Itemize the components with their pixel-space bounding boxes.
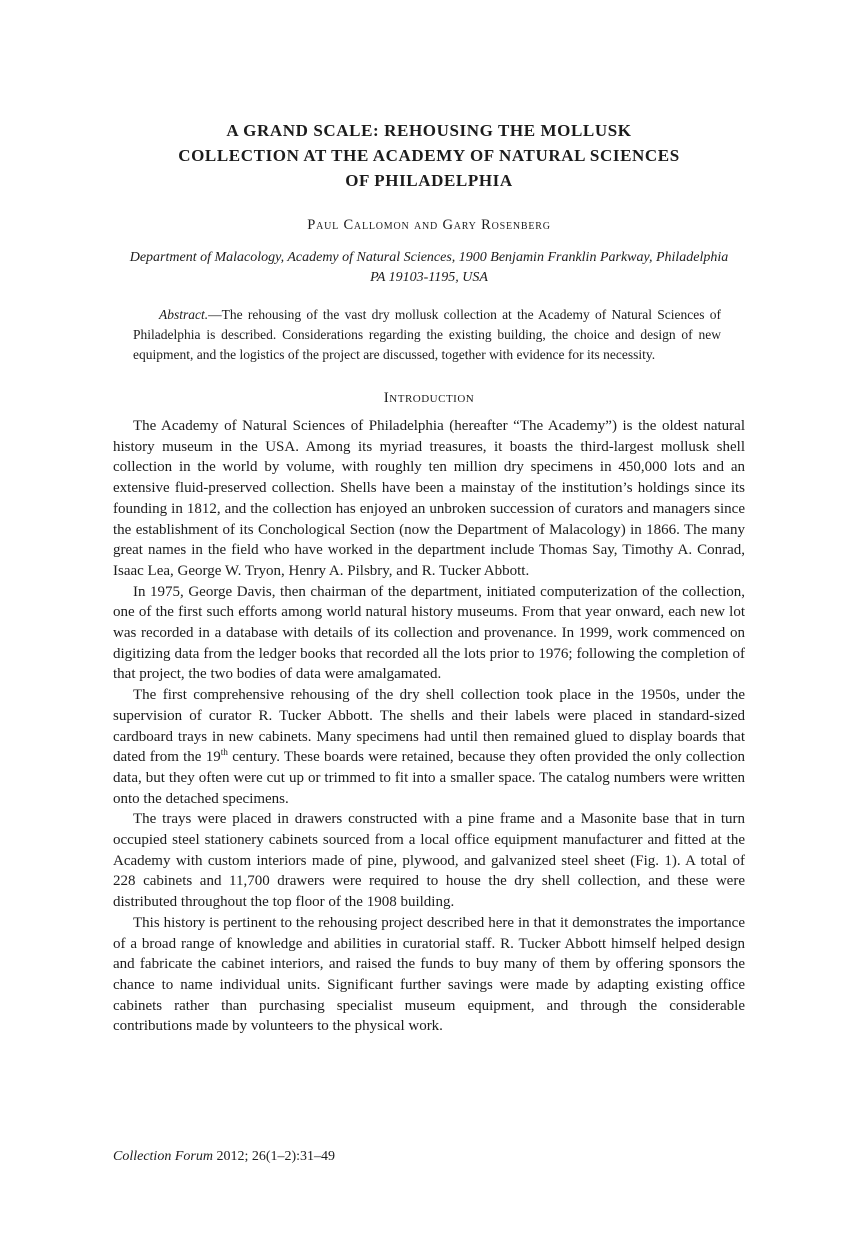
affiliation bbox=[113, 248, 745, 288]
journal-name: Collection Forum bbox=[113, 1149, 213, 1164]
abstract bbox=[113, 305, 745, 365]
paper-title-line: OF PHILADELPHIA bbox=[345, 171, 513, 190]
paragraph: The trays were placed in drawers constructed with a pine frame and a Masonite base that in turn occupied steel stationery cabinets sourced from a local office equipment manufacturer and fitted at the Academy with custom interiors made of pine, plywood, and galvanized steel sheet (Fig. 1). A total of 228 cabinets and 11,700 drawers were required to house the dry shell collection, and these were distributed throughout the top floor of the 1908 building. bbox=[113, 811, 745, 911]
paragraph: In 1975, George Davis, then chairman of the department, initiated computerization of the collection, one of the first such efforts among world natural history museums. From that year onward, each new lot was recorded in a database with details of its collection and provenance. In 1999, work commenced on digitizing data from the ledger books that recorded all the lots prior to 1976; following the completion of that project, the two bodies of data were amalgamated. bbox=[113, 583, 745, 683]
authors-line: Paul Callomon and Gary Rosenberg bbox=[307, 217, 551, 233]
introduction-section bbox=[113, 416, 745, 1037]
paragraph: This history is pertinent to the rehousing project described here in that it demonstrates the importance of a broad range of knowledge and abilities in curatorial staff. R. Tucker Abbott himself helped design and fabricate the cabinet interiors, and raised the funds to buy many of them by offering sponsors the chance to name individual units. Significant further savings were made by adapting existing office cabinets rather than purchasing specialist museum equipment, and through the considerable contributions made by volunteers to the physical work. bbox=[113, 914, 745, 1035]
superscript-ordinal: th bbox=[220, 748, 228, 759]
journal-footer bbox=[113, 1148, 335, 1166]
paper-title-line: A GRAND SCALE: REHOUSING THE MOLLUSK bbox=[226, 121, 632, 140]
paragraph: The Academy of Natural Sciences of Philadelphia (hereafter “The Academy”) is the oldest natural history museum in the USA. Among its myriad treasures, it boasts the third-largest mollusk shell collection in the world by volume, with roughly ten million dry specimens in 450,000 lots and an extensive fluid-preserved collection. Shells have been a mainstay of the institution’s holdings since its founding in 1812, and the collection has enjoyed an unbroken succession of curators and managers since the establishment of its Conchological Section (now the Department of Malacology) in 1866. The many great names in the field who have worked in the department include Thomas Say, Timothy A. Conrad, Isaac Lea, George W. Tryon, Henry A. Pilsbry, and R. Tucker Abbott. bbox=[113, 418, 745, 579]
paragraph-text: The first comprehensive rehousing of the dry shell collection took place in the 1950s, under the supervision of curator R. Tucker Abbott. The shells and their labels were placed in standard-sized cardboard trays in new cabinets. Many specimens had until then remained glued to display boards that dated from the 19 bbox=[113, 687, 745, 766]
affiliation-line: Department of Malacology, Academy of Natural Sciences, 1900 Benjamin Franklin Parkway, Philadelphia bbox=[129, 250, 729, 265]
paper-title-line: COLLECTION AT THE ACADEMY OF NATURAL SCIENCES bbox=[178, 146, 680, 165]
journal-citation: 2012; 26(1–2):31–49 bbox=[212, 1149, 336, 1164]
paragraph-text: century. These boards were retained, because they often provided the only collection data, but they often were cut up or trimmed to fit into a smaller space. The catalog numbers were written onto the detached specimens. bbox=[113, 749, 745, 807]
section-heading-introduction: Introduction bbox=[383, 390, 475, 406]
paper-title bbox=[113, 0, 745, 193]
abstract-text: —The rehousing of the vast dry mollusk collection at the Academy of Natural Sciences of Philadelphia is described. Considerations regarding the existing building, the choice and design of new equipment, and the logistics of the project are discussed, together with evidence for its necessity. bbox=[133, 307, 721, 362]
article-content bbox=[113, 0, 745, 1037]
paragraph bbox=[113, 685, 745, 809]
affiliation-line: PA 19103-1195, USA bbox=[370, 270, 488, 285]
abstract-label: Abstract. bbox=[159, 307, 209, 322]
